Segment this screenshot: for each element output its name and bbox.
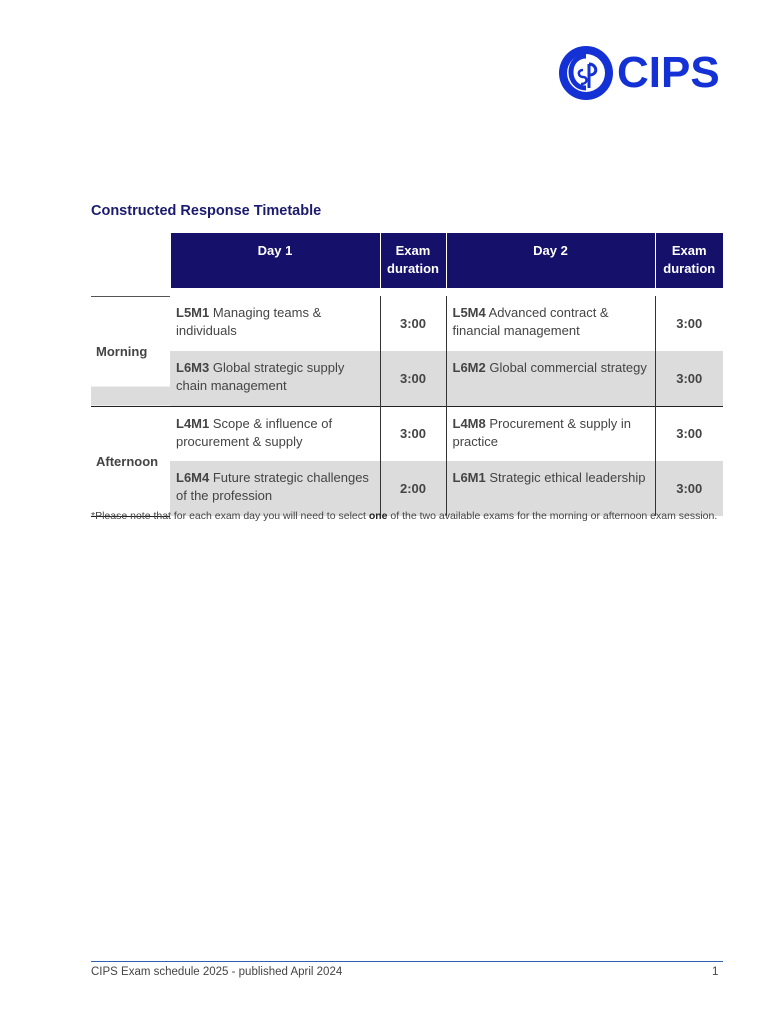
header-day2: Day 2 [446,233,655,288]
header-blank [91,233,170,288]
exam-cell: L5M1 Managing teams & individuals [176,305,322,338]
header-day1: Day 1 [170,233,380,288]
table-row [91,351,723,406]
exam-duration: 3:00 [380,296,446,351]
spacer-row [91,288,723,296]
exam-duration: 3:00 [380,351,446,406]
header-row [91,233,723,288]
page-title: Constructed Response Timetable [91,203,322,219]
exam-duration: 3:00 [655,406,723,461]
exam-cell: L6M4 Future strategic challenges of the profession [170,461,380,516]
footer-divider [91,961,723,962]
exam-cell: L6M3 Global strategic supply chain management [170,351,380,406]
cips-logo [557,44,723,102]
exam-duration: 3:00 [380,406,446,461]
footnote: *Please note that for each exam day you will need to select one of the two available exams for the morning or afternoon exam session. [91,510,718,522]
page-number: 1 [712,966,719,978]
cips-logo-mark-icon [557,44,615,102]
header-duration1: Exam duration [380,233,446,288]
exam-cell: L4M1 Scope & influence of procurement & supply [170,406,380,461]
table-row [91,406,723,461]
exam-cell: L6M2 Global commercial strategy [446,351,655,406]
exam-duration: 3:00 [655,296,723,351]
slot-morning: Morning [91,296,170,406]
exam-cell: L5M4 Advanced contract & financial management [452,305,609,338]
footer-text: CIPS Exam schedule 2025 - published April 2024 [91,966,343,978]
exam-duration: 2:00 [380,461,446,516]
exam-cell: L4M8 Procurement & supply in practice [446,406,655,461]
logo-text: CIPS [617,48,720,97]
timetable [91,233,723,517]
exam-duration: 3:00 [655,351,723,406]
header-duration2: Exam duration [655,233,723,288]
table-row [91,296,723,351]
slot-afternoon: Afternoon [91,406,170,516]
exam-duration: 3:00 [655,461,723,516]
exam-cell: L6M1 Strategic ethical leadership [446,461,655,516]
